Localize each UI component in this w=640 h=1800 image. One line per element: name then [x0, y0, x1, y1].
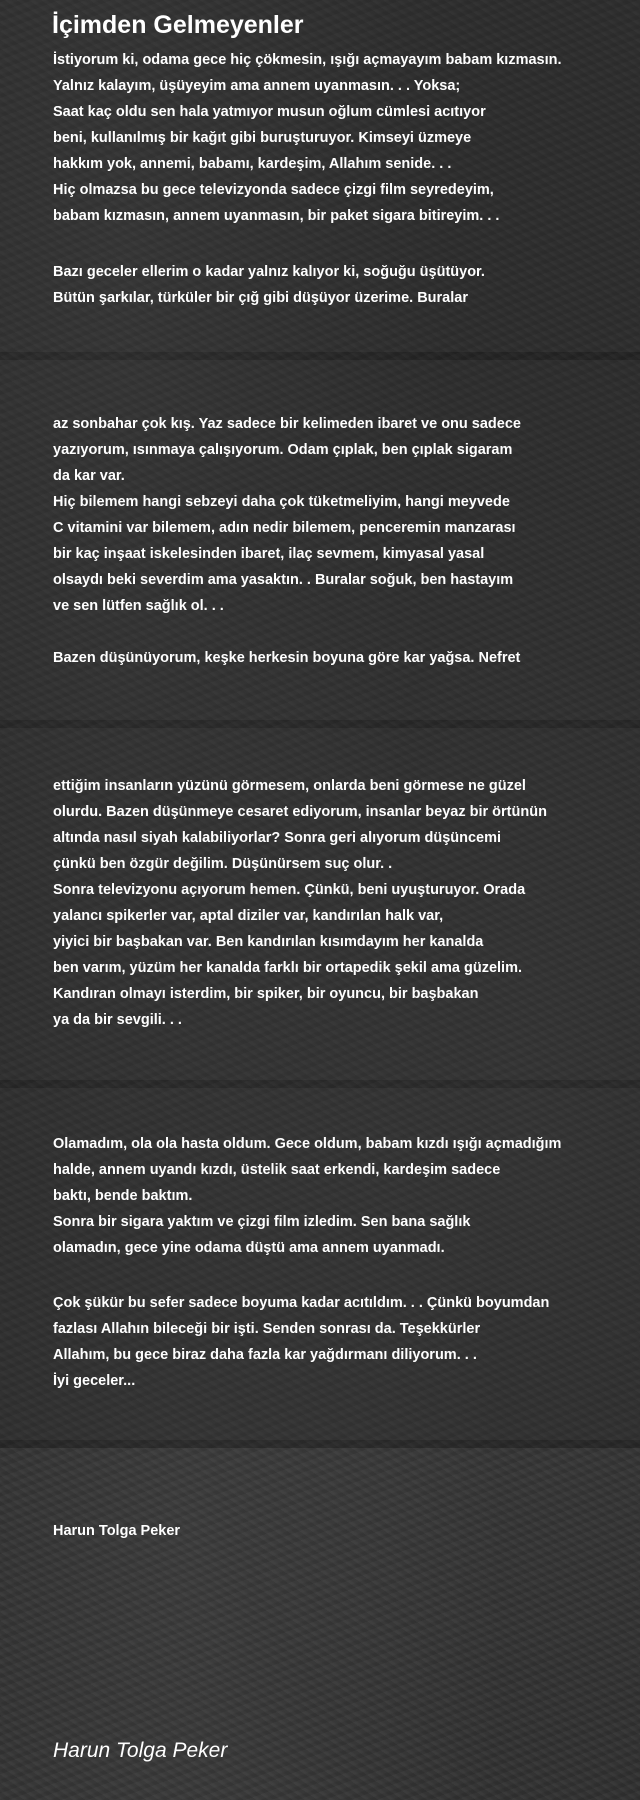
stanza — [53, 1131, 633, 1261]
poem-line: Sonra televizyonu açıyorum hemen. Çünkü, beni uyuşturuyor. Orada — [53, 882, 526, 898]
poem-line: Bazı geceler ellerim o kadar yalnız kalıyor ki, soğuğu üşütüyor. — [53, 264, 485, 280]
poem-line: Hiç bilemem hangi sebzeyi daha çok tüketmeliyim, hangi meyvede — [53, 494, 510, 510]
author-signature: Harun Tolga Peker — [53, 1739, 228, 1762]
poem-line: ben varım, yüzüm her kanalda farklı bir ortapedik şekil ama güzelim. — [53, 960, 522, 976]
stanza — [53, 259, 633, 311]
poem-line: Allahım, bu gece biraz daha fazla kar yağdırmanı diliyorum. . . — [53, 1347, 477, 1363]
stanza — [53, 773, 633, 1033]
stanza — [53, 645, 633, 671]
poem-line: beni, kullanılmış bir kağıt gibi buruşturuyor. Kimseyi üzmeye — [53, 130, 472, 146]
poem-line: babam kızmasın, annem uyanmasın, bir paket sigara bitireyim. . . — [53, 208, 500, 224]
panel-divider — [0, 1440, 640, 1448]
poem-line: Sonra bir sigara yaktım ve çizgi film izledim. Sen bana sağlık — [53, 1214, 471, 1230]
poem-line: yazıyorum, ısınmaya çalışıyorum. Odam çıplak, ben çıplak sigaram — [53, 442, 513, 458]
poem-line: ettiğim insanların yüzünü görmesem, onlarda beni görmese ne güzel — [53, 778, 526, 794]
poem-line: Saat kaç oldu sen hala yatmıyor musun oğlum cümlesi acıtıyor — [53, 104, 486, 120]
poem-line: Yalnız kalayım, üşüyeyim ama annem uyanmasın. . . Yoksa; — [53, 78, 461, 94]
author-name: Harun Tolga Peker — [53, 1523, 181, 1539]
poem-line: fazlası Allahın bileceği bir işti. Senden sonrası da. Teşekkürler — [53, 1321, 481, 1337]
poem-line: baktı, bende baktım. — [53, 1188, 193, 1204]
panel-divider — [0, 352, 640, 360]
poem-line: bir kaç inşaat iskelesinden ibaret, ilaç sevmem, kimyasal yasal — [53, 546, 485, 562]
poem-line: ya da bir sevgili. . . — [53, 1012, 182, 1028]
poem-line: olsaydı beki severdim ama yasaktın. . Buralar soğuk, ben hastayım — [53, 572, 514, 588]
poem-line: yalancı spikerler var, aptal diziler var, kandırılan halk var, — [53, 908, 444, 924]
poem-line: da kar var. — [53, 468, 125, 484]
stanza — [53, 47, 633, 229]
poem-line: İstiyorum ki, odama gece hiç çökmesin, ışığı açmayayım babam kızmasın. — [53, 52, 562, 68]
poem-line: Bazen düşünüyorum, keşke herkesin boyuna göre kar yağsa. Nefret — [53, 650, 521, 666]
stanza — [53, 1290, 633, 1394]
poem-line: Bütün şarkılar, türküler bir çığ gibi düşüyor üzerime. Buralar — [53, 290, 468, 306]
poem-line: halde, annem uyandı kızdı, üstelik saat erkendi, kardeşim sadece — [53, 1162, 501, 1178]
poem-line: az sonbahar çok kış. Yaz sadece bir kelimeden ibaret ve onu sadece — [53, 416, 521, 432]
poem-line: ve sen lütfen sağlık ol. . . — [53, 598, 224, 614]
poem-line: altında nasıl siyah kalabiliyorlar? Sonra geri alıyorum düşüncemi — [53, 830, 502, 846]
poem-line: İyi geceler... — [53, 1373, 136, 1389]
poem-line: Olamadım, ola ola hasta oldum. Gece oldum, babam kızdı ışığı açmadığım — [53, 1136, 562, 1152]
panel-divider — [0, 1080, 640, 1088]
poem-line: C vitamini var bilemem, adın nedir bilemem, penceremin manzarası — [53, 520, 516, 536]
poem-line: Çok şükür bu sefer sadece boyuma kadar acıtıldım. . . Çünkü boyumdan — [53, 1295, 550, 1311]
poem-line: Hiç olmazsa bu gece televizyonda sadece çizgi film seyredeyim, — [53, 182, 494, 198]
poem-line: çünkü ben özgür değilim. Düşünürsem suç olur. . — [53, 856, 393, 872]
panel-divider — [0, 720, 640, 728]
poem-line: olamadın, gece yine odama düştü ama annem uyanmadı. — [53, 1240, 445, 1256]
poem-line: olurdu. Bazen düşünmeye cesaret ediyorum, insanlar beyaz bir örtünün — [53, 804, 547, 820]
poem-line: hakkım yok, annemi, babamı, kardeşim, Allahım senide. . . — [53, 156, 452, 172]
poem-title: İçimden Gelmeyenler — [52, 11, 304, 39]
stanza — [53, 411, 633, 619]
poem-line: Kandıran olmayı isterdim, bir spiker, bir oyuncu, bir başbakan — [53, 986, 479, 1002]
poem-line: yiyici bir başbakan var. Ben kandırılan kısımdayım her kanalda — [53, 934, 484, 950]
